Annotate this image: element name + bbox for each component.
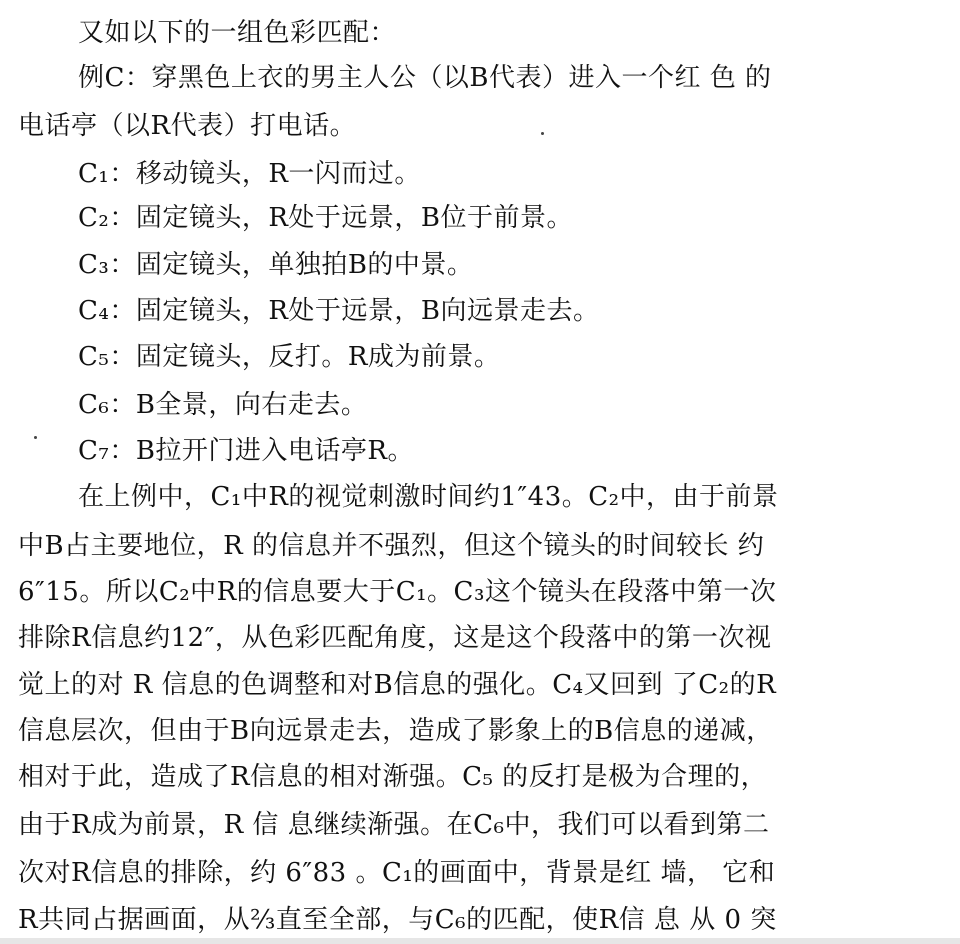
text-line-7: C₄：固定镜头，R处于远景，B向远景走去。 <box>78 296 600 326</box>
text-line-18: 由于R成为前景，R 信 息继续渐强。在C₆中，我们可以看到第二 <box>18 810 770 840</box>
text-line-6: C₃：固定镜头，单独拍B的中景。 <box>78 250 474 280</box>
text-line-12: 中B占主要地位，R 的信息并不强烈，但这个镜头的时间较长 约 <box>18 531 765 561</box>
text-line-8: C₅：固定镜头，反打。R成为前景。 <box>78 342 501 372</box>
text-line-17: 相对于此，造成了R信息的相对渐强。C₅ 的反打是极为合理的， <box>18 762 768 792</box>
scan-speck <box>34 436 37 439</box>
text-line-10: C₇：B拉开门进入电话亭R。 <box>78 436 414 466</box>
text-line-9: C₆：B全景，向右走去。 <box>78 390 368 420</box>
scan-bottom-edge <box>0 938 960 944</box>
text-line-20: R共同占据画面，从⅔直至全部，与C₆的匹配，使R信 息 从 0 突 <box>18 905 777 935</box>
text-line-16: 信息层次，但由于B向远景走去，造成了影象上的B信息的递减， <box>18 716 773 746</box>
text-line-19: 次对R信息的排除，约 6″83 。C₁的画面中，背景是红 墙， 它和 <box>18 858 776 888</box>
text-line-11: 在上例中，C₁中R的视觉刺激时间约1″43。C₂中，由于前景 <box>78 482 779 512</box>
text-line-13: 6″15。所以C₂中R的信息要大于C₁。C₃这个镜头在段落中第一次 <box>18 577 777 607</box>
text-line-2: 例C：穿黑色上衣的男主人公（以B代表）进入一个红 色 的 <box>78 63 772 93</box>
text-line-15: 觉上的对 R 信息的色调整和对B信息的强化。C₄又回到 了C₂的R <box>18 670 777 700</box>
text-line-14: 排除R信息约12″，从色彩匹配角度，这是这个段落中的第一次视 <box>18 623 772 653</box>
text-line-3: 电话亭（以R代表）打电话。 <box>18 111 357 141</box>
text-line-5: C₂：固定镜头，R处于远景，B位于前景。 <box>78 203 573 233</box>
scan-speck <box>541 132 544 135</box>
text-line-4: C₁：移动镜头，R一闪而过。 <box>78 159 421 189</box>
text-line-1: 又如以下的一组色彩匹配： <box>78 18 397 48</box>
